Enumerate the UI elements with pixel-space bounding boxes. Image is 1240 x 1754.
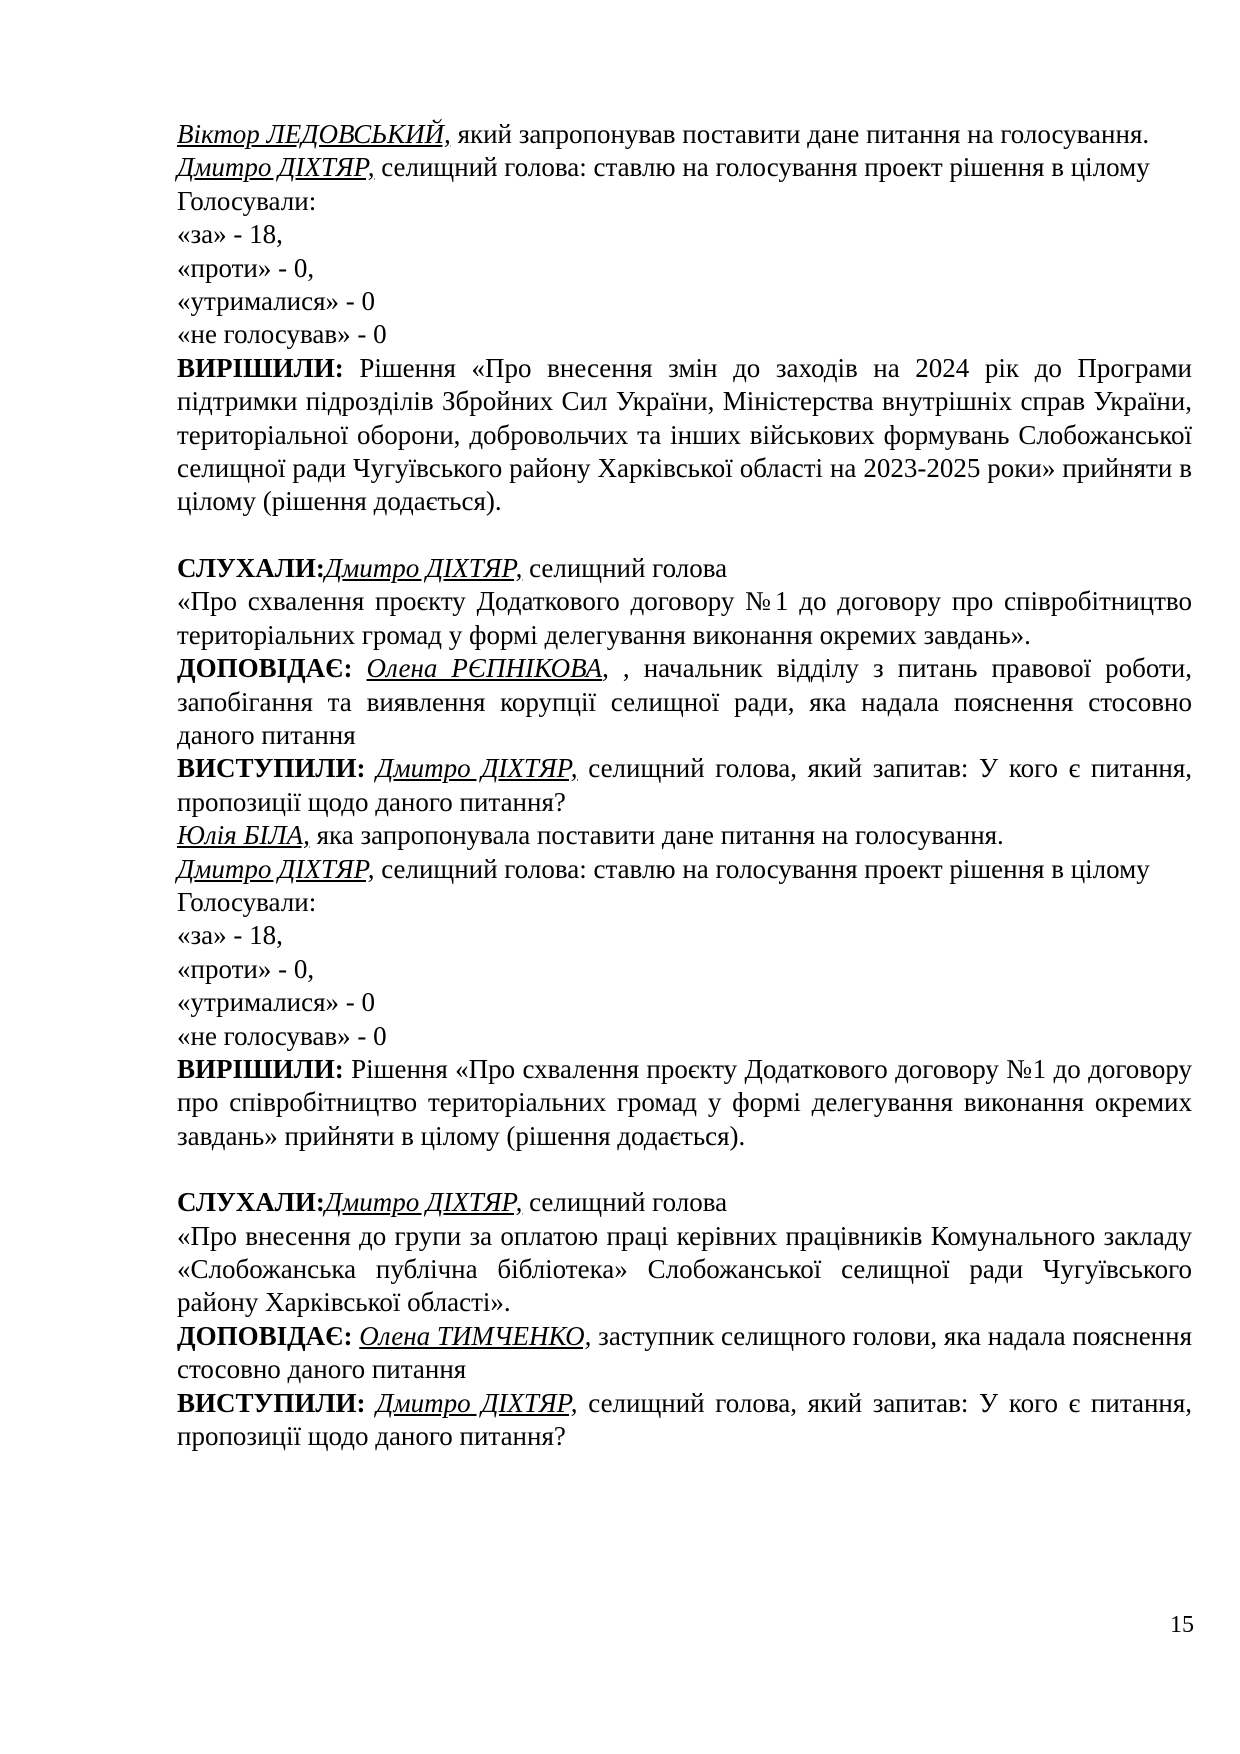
decision-text: Рішення «Про схвалення проєкту Додаткового договору №1 до договору про співробітництво територіальних громад у формі делегування виконання окремих завдань» прийняти в цілому (рішення додається). [177,1053,1192,1151]
spoke-label: ВИСТУПИЛИ: [177,1387,366,1418]
topic-paragraph: «Про внесення до групи за оплатою праці керівних працівників Комунального закладу «Слобожанська публічна бібліотека» Слобожанської селищної ради Чугуївського району Харківської області». [177,1220,1192,1318]
speaker-name: Дмитро ДІХТЯР, [324,1187,523,1218]
spoke-paragraph [177,1387,1192,1454]
spoke-label: ВИСТУПИЛИ: [177,753,366,784]
speaker-name: Дмитро ДІХТЯР, [177,853,375,884]
vote-for: «за» - 18, [177,219,283,250]
paragraph-text: селищний голова: ставлю на голосування проект рішення в цілому [374,152,1150,183]
heard-paragraph [177,552,1192,585]
speaker-name: Дмитро ДІХТЯР, [376,753,578,784]
heard-label: СЛУХАЛИ: [177,1187,325,1218]
paragraph-text: яка запропонувала поставити дане питання на голосування. [309,820,1004,851]
vote-not-voted: «не голосував» - 0 [177,319,387,350]
vote-against: «проти» - 0, [177,953,315,984]
heard-paragraph [177,1186,1192,1219]
vote-abstain: «утрималися» - 0 [177,987,376,1018]
decision-paragraph [177,352,1192,519]
section-gap [177,1153,1192,1186]
decision-paragraph [177,1053,1192,1153]
vote-label: Голосували: [177,886,317,917]
speaker-name: Юлія БІЛА, [177,820,310,851]
decided-label: ВИРІШИЛИ: [177,1053,344,1084]
report-label: ДОПОВІДАЄ: [177,653,353,684]
section-gap [177,519,1192,552]
speaker-name: Віктор ЛЕДОВСЬКИЙ, [177,119,451,149]
paragraph-ledovskyi [177,118,1192,151]
topic-paragraph: «Про схвалення проєкту Додаткового договору №1 до договору про співробітництво територіальних громад у формі делегування виконання окремих завдань». [177,586,1192,650]
document-page [177,118,1192,1453]
paragraph-vote-call [177,151,1192,184]
vote-not-voted: «не голосував» - 0 [177,1020,387,1051]
spoke-paragraph [177,752,1192,819]
report-paragraph [177,1320,1192,1387]
vote-abstain: «утрималися» - 0 [177,286,376,317]
report-paragraph [177,652,1192,752]
report-text: , , начальник відділу з питань правової роботи, запобігання та виявлення корупції селищної ради, яка надала пояснення стосовно даного питання [177,653,1193,750]
speaker-name: Дмитро ДІХТЯР, [177,152,375,183]
report-text: заступник селищного голови, яка надала пояснення стосовно даного питання [177,1320,1192,1385]
vote-against: «проти» - 0, [177,252,315,283]
report-label: ДОПОВІДАЄ: [177,1320,353,1351]
decided-label: ВИРІШИЛИ: [177,352,344,383]
speaker-name: Олена ТИМЧЕНКО, [359,1320,592,1351]
paragraph-vote-call [177,853,1192,886]
speaker-role: селищний голова [522,552,728,583]
speaker-name: Дмитро ДІХТЯР, [324,552,523,583]
vote-for: «за» - 18, [177,920,283,951]
speaker-name: Олена РЄПНІКОВА [366,653,603,684]
vote-label: Голосували: [177,185,317,216]
speaker-name: Дмитро ДІХТЯР, [376,1387,578,1418]
page-number: 15 [1170,1612,1194,1638]
spoke-text: селищний голова, який запитав: У кого є питання, пропозиції щодо даного питання? [177,1387,1193,1452]
speaker-role: селищний голова [522,1187,728,1218]
spoke-text: селищний голова, який запитав: У кого є питання, пропозиції щодо даного питання? [177,753,1193,817]
paragraph-bila [177,819,1192,852]
decision-text: Рішення «Про внесення змін до заходів на 2024 рік до Програми підтримки підрозділів Збройних Сил України, Міністерства внутрішніх справ України, територіальної оборони, добровольчих та інших військових формувань Слобожанської селищної ради Чугуївського району Харківської області на 2023-2025 роки» прийняти в цілому (рішення додається). [177,352,1192,517]
heard-label: СЛУХАЛИ: [177,552,325,583]
paragraph-text: селищний голова: ставлю на голосування проект рішення в цілому [374,853,1150,884]
paragraph-text: який запропонував поставити дане питання на голосування. [450,119,1150,149]
